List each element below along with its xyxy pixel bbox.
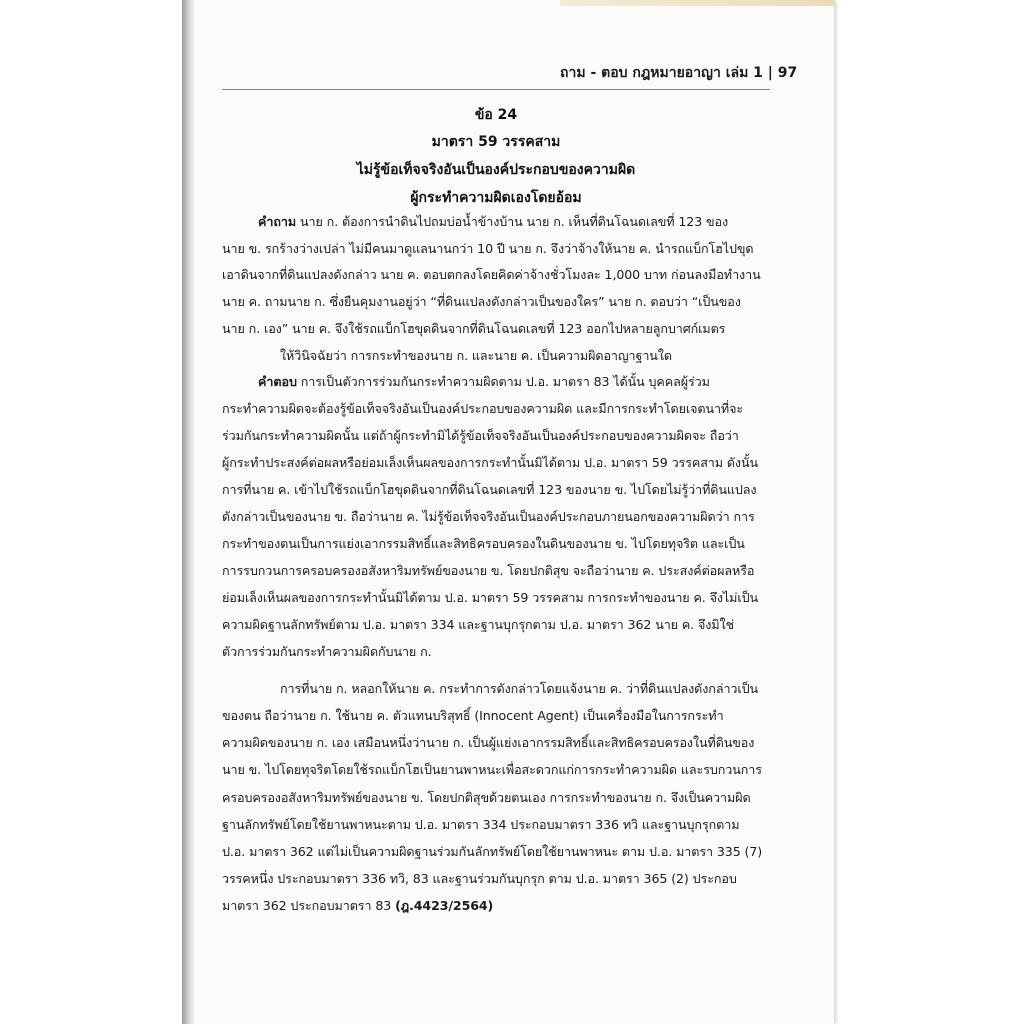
section-heading: มาตรา 59 วรรคสาม — [431, 134, 561, 150]
answer-line: ร่วมกันกระทำความผิดนั้น แต่ถ้าผู้กระทำมิได้รู้ข้อเท็จจริงอันเป็นองค์ประกอบของความผิดจะ ถือว่า — [222, 428, 739, 443]
question-line: เอาดินจากที่ดินแปลงดังกล่าว นาย ค. ตอบตกลงโดยคิดค่าจ้างชั่วโมงละ 1,000 บาท ก่อนลงมือทำงาน — [222, 267, 761, 282]
answer-line: ย่อมเล็งเห็นผลของการกระทำนั้นมิได้ตาม ป.อ. มาตรา 59 วรรคสาม การกระทำของนาย ค. จึงไม่เป็น — [222, 590, 758, 605]
topic-title: ไม่รู้ข้อเท็จจริงอันเป็นองค์ประกอบของความผิด — [356, 162, 636, 178]
question-prompt: ให้วินิจฉัยว่า การกระทำของนาย ก. และนาย ค. เป็นความผิดอาญาฐานใด — [280, 348, 672, 363]
answer-line: ความผิดฐานลักทรัพย์ตาม ป.อ. มาตรา 334 และฐานบุกรุกตาม ป.อ. มาตรา 362 นาย ค. จึงมิใช่ — [222, 617, 735, 632]
answer-line: การรบกวนการครอบครองอสังหาริมทรัพย์ของนาย ข. โดยปกติสุข จะถือว่านาย ค. ประสงค์ต่อผลหรือ — [222, 563, 755, 578]
answer-line: การที่นาย ค. เข้าไปใช้รถแบ็กโฮขุดดินจากที่ดินโฉนดเลขที่ 123 ของนาย ข. ไปโดยไม่รู้ว่าที่ดินแปลง — [222, 482, 757, 497]
answer-line: ตัวการร่วมกันกระทำความผิดกับนาย ก. — [222, 644, 432, 659]
answer-line: ผู้กระทำประสงค์ต่อผลหรือย่อมเล็งเห็นผลของการกระทำนั้นมิได้ตาม ป.อ. มาตรา 59 วรรคสาม ดังนั้น — [222, 455, 759, 470]
answer-label: คำตอบ — [258, 374, 297, 389]
answer-line: ดังกล่าวเป็นของนาย ข. ถือว่านาย ค. ไม่รู้ข้อเท็จจริงอันเป็นองค์ประกอบภายนอกของความผิดว่า การ — [222, 509, 755, 524]
question-line: นาย ข. รกร้างว่างเปล่า ไม่มีคนมาดูแลนานกว่า 10 ปี นาย ก. จึงว่าจ้างให้นาย ค. นำรถแบ็กโฮไปขุด — [222, 241, 754, 256]
question-number: ข้อ 24 — [474, 107, 518, 123]
answer-first-line — [258, 372, 770, 392]
page-top-edge — [560, 0, 834, 6]
question-label: คำถาม — [258, 214, 297, 229]
book-binding-shadow — [182, 0, 194, 1024]
answer-para2-line: วรรคหนึ่ง ประกอบมาตรา 336 ทวิ, 83 และฐานร่วมกันบุกรุก ตาม ป.อ. มาตรา 365 (2) ประกอบ — [222, 871, 737, 886]
question-line: นาย ค. ถามนาย ก. ซึ่งยืนคุมงานอยู่ว่า “ที่ดินแปลงดังกล่าวเป็นของใคร” นาย ก. ตอบว่า “เป็นของ — [222, 294, 741, 309]
court-citation: (ฎ.4423/2564) — [395, 898, 494, 913]
answer-para2-first-line: การที่นาย ก. หลอกให้นาย ค. กระทำการดังกล่าวโดยแจ้งนาย ค. ว่าที่ดินแปลงดังกล่าวเป็น — [280, 681, 759, 696]
answer-para2-line: นาย ข. ไปโดยทุจริตโดยใช้รถแบ็กโฮเป็นยานพาหนะเพื่อสะดวกแก่การกระทำความผิด และรบกวนการ — [222, 762, 762, 777]
answer-line: กระทำความผิดจะต้องรู้ข้อเท็จจริงอันเป็นองค์ประกอบของความผิด และมีการกระทำโดยเจตนาที่จะ — [222, 401, 744, 416]
answer-line: กระทำของตนเป็นการแย่งเอากรรมสิทธิ์และสิทธิครอบครองในดินของนาย ข. ไปโดยทุจริต และเป็น — [222, 536, 745, 551]
answer-para2-line: ครอบครองอสังหาริมทรัพย์ของนาย ข. โดยปกติสุขด้วยตนเอง การกระทำของนาย ก. จึงเป็นความผิด — [222, 790, 751, 805]
answer-text: การเป็นตัวการร่วมกันกระทำความผิดตาม ป.อ. มาตรา 83 ได้นั้น บุคคลผู้ร่วม — [296, 374, 710, 389]
question-line: นาย ก. เอง” นาย ค. จึงใช้รถแบ็กโฮขุดดินจากที่ดินโฉนดเลขที่ 123 ออกไปหลายลูกบาศก์เมตร — [222, 321, 726, 336]
answer-last-line — [222, 896, 770, 916]
header-rule — [222, 89, 770, 90]
answer-para2-line: ป.อ. มาตรา 362 แต่ไม่เป็นความผิดฐานร่วมกันลักทรัพย์โดยใช้ยานพาหนะ ตาม ป.อ. มาตรา 335 (7) — [222, 844, 763, 859]
answer-para2-line: ความผิดของนาย ก. เอง เสมือนหนึ่งว่านาย ก. เป็นผู้แย่งเอากรรมสิทธิ์และสิทธิครอบครองในที่ดินของ — [222, 735, 755, 750]
question-first-line — [258, 212, 770, 232]
running-header: ถาม - ตอบ กฎหมายอาญา เล่ม 1 | 97 — [560, 65, 798, 81]
question-text: นาย ก. ต้องการนำดินไปถมบ่อน้ำข้างบ้าน นาย ก. เห็นที่ดินโฉนดเลขที่ 123 ของ — [296, 214, 729, 229]
answer-para2-line: ของตน ถือว่านาย ก. ใช้นาย ค. ตัวแทนบริสุทธิ์ (Innocent Agent) เป็นเครื่องมือในการกระทำ — [222, 708, 724, 723]
answer-last-text: มาตรา 362 ประกอบมาตรา 83 — [222, 898, 396, 913]
answer-para2-line: ฐานลักทรัพย์โดยใช้ยานพาหนะตาม ป.อ. มาตรา 334 ประกอบมาตรา 336 ทวิ และฐานบุกรุกตาม — [222, 817, 740, 832]
topic-subtitle: ผู้กระทำความผิดเองโดยอ้อม — [410, 190, 582, 206]
